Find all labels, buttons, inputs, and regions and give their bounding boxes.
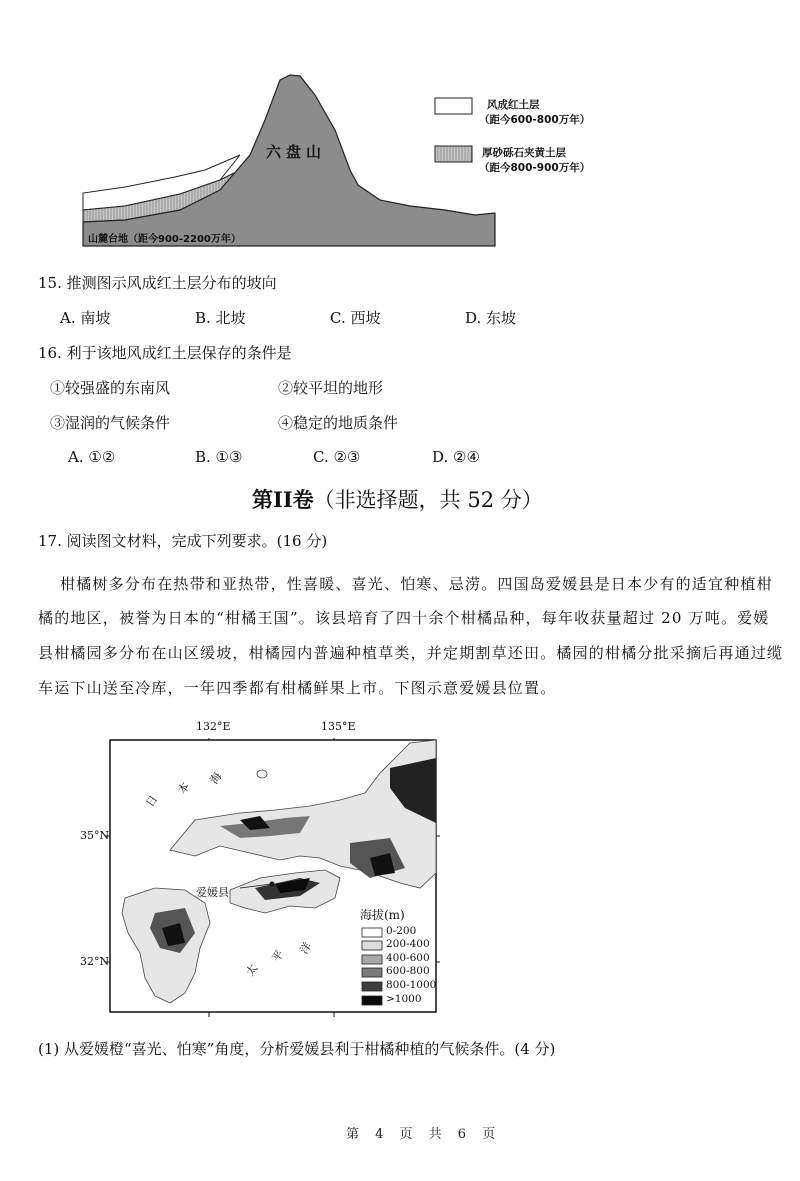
- sea-of-japan-char-2: 本: [175, 780, 193, 797]
- elevation-legend-label-6: >1000: [386, 993, 422, 1005]
- question-17-stem: 17. 阅读图文材料，完成下列要求。(16 分): [38, 532, 328, 550]
- q16-option-c[interactable]: C. ②③: [313, 448, 361, 466]
- legend-red-clay-age: （距今600-800万年）: [479, 114, 591, 126]
- elevation-legend-label-5: 800-1000: [386, 979, 437, 991]
- q16-option-d[interactable]: D. ②④: [432, 448, 480, 466]
- lat-label-35n: 35°N: [80, 829, 110, 842]
- lat-label-32n: 32°N: [80, 955, 110, 968]
- q16-statement-4: ④稳定的地质条件: [278, 414, 399, 432]
- q16-statement-3: ③湿润的气候条件: [50, 414, 171, 432]
- elevation-swatch-over-1000: [362, 996, 382, 1005]
- sea-of-japan-char-1: 日: [143, 793, 161, 810]
- pacific-char-3: 洋: [297, 940, 315, 957]
- legend-swatch-gravel: [435, 146, 472, 162]
- q15-option-c[interactable]: C. 西坡: [330, 309, 381, 327]
- elevation-legend-label-1: 0-200: [386, 925, 417, 937]
- base-platform-label: 山麓台地（距今900-2200万年）: [88, 234, 241, 245]
- elevation-legend-label-4: 600-800: [386, 965, 430, 977]
- sea-of-japan-char-3: 海: [207, 770, 225, 787]
- q17-paragraph-line-3: 县柑橘园多分布在山区缓坡，柑橘园内普遍种植草类，并定期割草还田。橘园的柑橘分批采摘后再通过缆: [38, 644, 784, 662]
- mountain-label: 六盘山: [266, 143, 327, 161]
- elevation-legend-label-2: 200-400: [386, 938, 430, 950]
- lon-label-135e: 135°E: [321, 720, 356, 733]
- question-15-stem: 15. 推测图示风成红土层分布的坡向: [38, 274, 277, 292]
- q15-option-d[interactable]: D. 东坡: [465, 309, 517, 327]
- elevation-swatch-200-400: [362, 941, 382, 950]
- q15-option-a[interactable]: A. 南坡: [60, 309, 111, 327]
- q16-option-a[interactable]: A. ①②: [68, 448, 116, 466]
- elevation-swatch-0-200: [362, 928, 382, 937]
- q16-statement-2: ②较平坦的地形: [278, 379, 384, 397]
- page-footer: 第 4 页 共 6 页: [346, 1127, 502, 1142]
- q17-paragraph-line-1: 柑橘树多分布在热带和亚热带，性喜暖、喜光、怕寒、忌涝。四国岛爱媛县是日本少有的适宜种植柑: [60, 575, 773, 593]
- ehime-label: 爱媛县: [196, 886, 229, 899]
- oki-island: [257, 770, 267, 778]
- q17-paragraph-line-4: 车运下山送至冷库，一年四季都有柑橘鲜果上市。下图示意爱媛县位置。: [38, 679, 557, 697]
- section-2-title: 第II卷: [252, 487, 314, 512]
- pacific-char-2: 平: [269, 948, 287, 965]
- legend-gravel-age: （距今800-900万年）: [479, 162, 591, 174]
- elevation-swatch-400-600: [362, 955, 382, 964]
- q16-option-b[interactable]: B. ①③: [195, 448, 243, 466]
- elevation-swatch-600-800: [362, 968, 382, 977]
- pacific-char-1: 太: [243, 962, 261, 979]
- q17-sub-question-1: (1) 从爱媛橙“喜光、怕寒”角度，分析爱媛县利于柑橘种植的气候条件。(4 分): [38, 1040, 556, 1058]
- q16-statement-1: ①较强盛的东南风: [50, 379, 171, 397]
- elevation-legend-title: 海拔(m): [360, 908, 405, 922]
- lon-label-132e: 132°E: [196, 720, 231, 733]
- section-2-heading: [252, 484, 543, 514]
- legend-swatch-red-clay: [435, 98, 472, 114]
- q17-paragraph-line-2: 橘的地区，被誉为日本的“柑橘王国”。该县培育了四十余个柑橘品种，每年收获量超过 20 万吨。爱媛: [38, 609, 770, 627]
- question-16-stem: 16. 利于该地风成红土层保存的条件是: [38, 344, 292, 362]
- q15-option-b[interactable]: B. 北坡: [195, 309, 246, 327]
- elevation-legend-label-3: 400-600: [386, 952, 430, 964]
- elevation-swatch-800-1000: [362, 982, 382, 991]
- section-2-subtitle: （非选择题，共 52 分）: [313, 488, 543, 512]
- legend-gravel-name: 厚砂砾石夹黄土层: [482, 147, 566, 159]
- legend-red-clay-name: 风成红土层: [487, 99, 540, 111]
